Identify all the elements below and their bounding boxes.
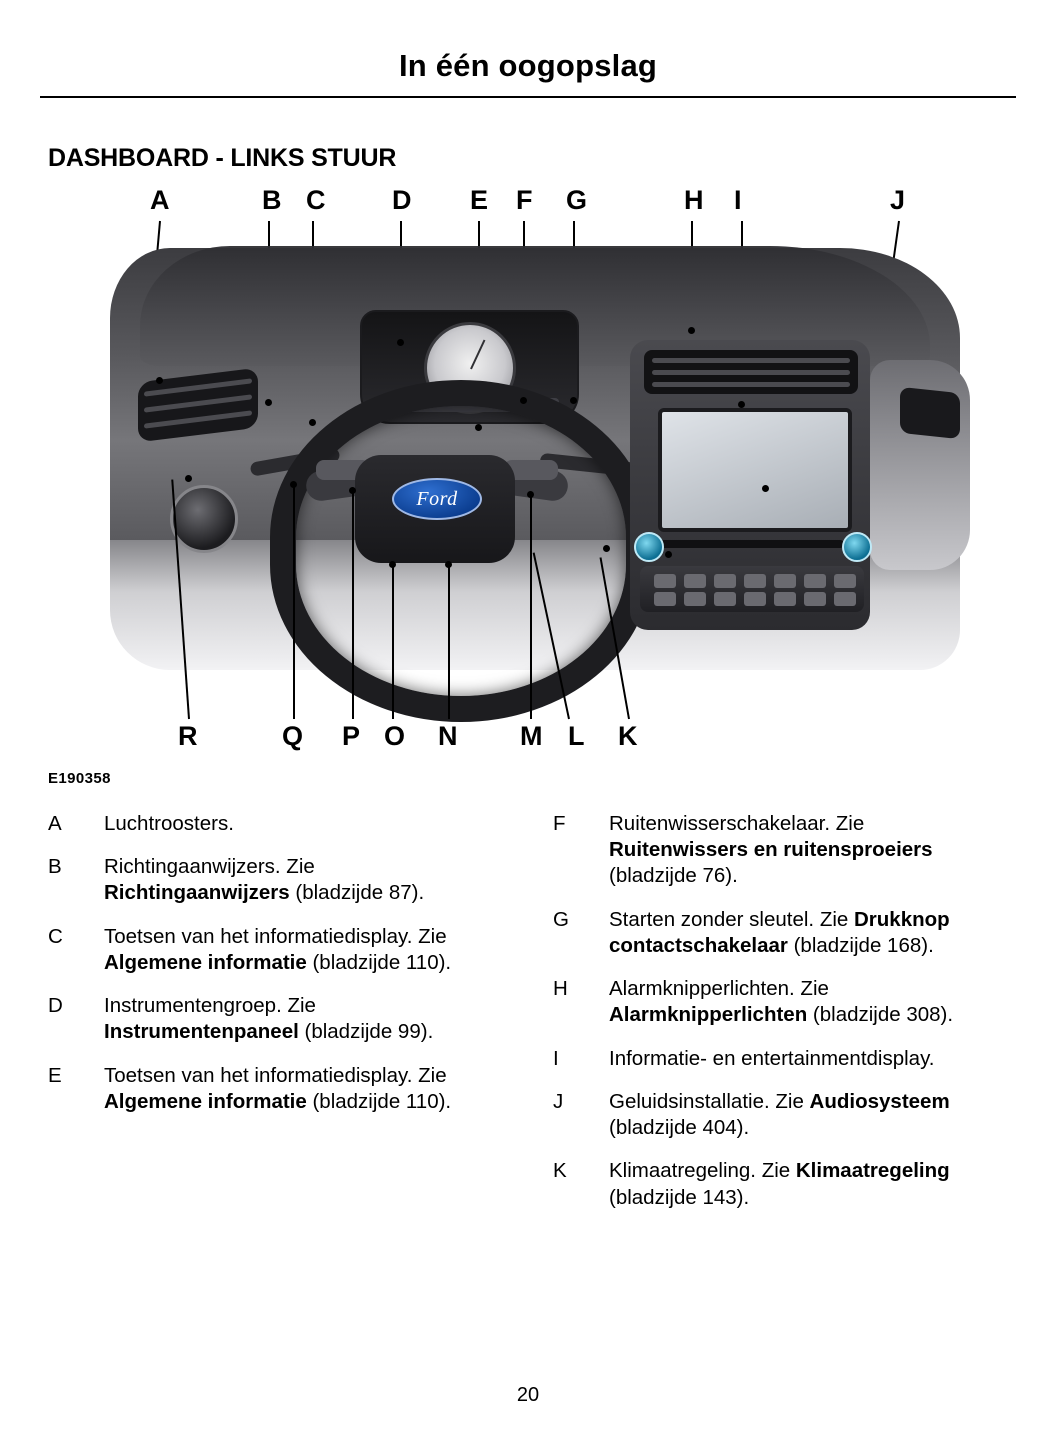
leader-dot-o (389, 561, 396, 568)
legend-item-text (609, 1089, 1008, 1141)
legend-item-letter: D (48, 994, 63, 1018)
legend-item-text (104, 924, 503, 976)
legend-item (553, 1158, 1008, 1210)
callout-label-n: N (438, 721, 458, 751)
legend-reference-title: Alarmknipperlichten (609, 1003, 808, 1027)
legend-item (553, 1089, 1008, 1141)
dashboard-illustration (110, 240, 960, 670)
leader-dot-n (445, 561, 452, 568)
legend-text-fragment: Richtingaanwijzers. Zie (104, 855, 315, 879)
legend-text-fragment: Geluidsinstallatie. Zie (609, 1089, 810, 1113)
callout-label-b: B (262, 185, 282, 215)
legend-item-letter: H (553, 977, 568, 1001)
page-number: 20 (516, 1384, 540, 1406)
legend-item (48, 811, 503, 837)
legend-reference-title: Algemene informatie (104, 1089, 307, 1113)
legend-item (553, 811, 1008, 890)
center-air-vents (644, 350, 858, 394)
leader-dot-j (762, 485, 769, 492)
callout-label-i: I (734, 185, 742, 215)
leader-dot-b (265, 399, 272, 406)
leader-dot-g (570, 397, 577, 404)
callout-label-j: J (890, 185, 906, 215)
legend-text-fragment: Toetsen van het informatiedisplay. Zie (104, 924, 447, 948)
legend-reference-title: Instrumentenpaneel (104, 1020, 299, 1044)
legend-item (48, 1063, 503, 1115)
callout-label-a: A (150, 185, 170, 215)
page-title: In één oogopslag (398, 48, 658, 83)
leader-dot-e (475, 424, 482, 431)
section-heading: DASHBOARD - LINKS STUUR (48, 144, 397, 172)
leader-m (530, 495, 532, 719)
legend-item-letter: J (553, 1089, 564, 1113)
legend-item-letter: C (48, 924, 63, 948)
legend-item-text (104, 811, 503, 837)
legend-reference-title: Richtingaanwijzers (104, 881, 290, 905)
legend-text-fragment: Ruitenwisserschakelaar. Zie (609, 812, 865, 835)
callout-label-l: L (568, 721, 585, 751)
leader-n (448, 565, 450, 719)
legend-item-letter: I (553, 1046, 559, 1070)
legend-column-right (553, 811, 1008, 1228)
legend-item (553, 976, 1008, 1028)
leader-dot-h (688, 327, 695, 334)
legend-reference-title: Algemene informatie (104, 950, 307, 974)
legend-item-text (104, 854, 503, 906)
legend-text-fragment: (bladzijde 110). (306, 1089, 452, 1113)
callout-label-o: O (384, 721, 406, 751)
legend-item (48, 924, 503, 976)
leader-o (392, 565, 394, 719)
legend-reference-title: Audiosysteem (809, 1089, 950, 1113)
legend-text-fragment: Starten zonder sleutel. Zie (609, 907, 854, 931)
legend-text-fragment: Instrumentengroep. Zie (104, 994, 316, 1018)
legend (40, 811, 1016, 1228)
callout-label-c: C (306, 185, 326, 215)
leader-dot-r (185, 475, 192, 482)
legend-item (553, 907, 1008, 959)
callout-label-p: P (342, 721, 361, 751)
legend-text-fragment: (bladzijde 308). (807, 1003, 954, 1027)
legend-item-letter: E (48, 1063, 62, 1087)
legend-item-text (104, 1063, 503, 1115)
callout-label-d: D (392, 185, 412, 215)
figure-code: E190358 (48, 770, 111, 787)
climate-control-panel (640, 566, 864, 612)
legend-item (553, 1046, 1008, 1072)
callout-label-q: Q (282, 721, 304, 751)
legend-text-fragment: Alarmknipperlichten. Zie (609, 977, 829, 1001)
legend-reference-title: Ruitenwissers en ruitensproeiers (609, 838, 933, 862)
legend-text-fragment: Toetsen van het informatiedisplay. Zie (104, 1063, 447, 1087)
legend-reference-title: Klimaatregeling (795, 1159, 950, 1183)
legend-text-fragment: Klimaatregeling. Zie (609, 1159, 796, 1183)
callout-label-e: E (470, 185, 489, 215)
legend-item-text (609, 976, 1008, 1028)
legend-text-fragment: (bladzijde 110). (306, 950, 452, 974)
legend-text-fragment: (bladzijde 404). (609, 1116, 750, 1140)
legend-text-fragment: (bladzijde 99). (298, 1020, 434, 1044)
leader-dot-d (397, 339, 404, 346)
legend-item-letter: G (553, 907, 569, 931)
leader-p (352, 491, 354, 719)
leader-dot-i (738, 401, 745, 408)
legend-item-text (609, 811, 1008, 890)
ford-logo: Ford (392, 478, 482, 520)
leader-dot-p (349, 487, 356, 494)
legend-reference-title: Drukknop contactschakelaar (609, 907, 950, 957)
leader-dot-q (290, 481, 297, 488)
infotainment-display (658, 408, 852, 532)
legend-item (48, 993, 503, 1045)
legend-item-letter: K (553, 1159, 567, 1183)
legend-text-fragment: (bladzijde 168). (787, 933, 934, 957)
leader-dot-a (156, 377, 163, 384)
header-divider (40, 96, 1016, 98)
cd-slot (658, 540, 844, 548)
legend-item (48, 854, 503, 906)
audio-volume-knob (634, 532, 664, 562)
audio-tune-knob (842, 532, 872, 562)
legend-text-fragment: (bladzijde 76). (609, 864, 738, 888)
legend-item-text (609, 1158, 1008, 1210)
legend-item-letter: F (553, 812, 566, 835)
legend-text-fragment: (bladzijde 143). (609, 1185, 750, 1209)
leader-dot-m (527, 491, 534, 498)
leader-dot-k (665, 551, 672, 558)
leader-dot-l (603, 545, 610, 552)
callout-label-r: R (178, 721, 198, 751)
legend-text-fragment: Luchtroosters. (104, 812, 234, 835)
legend-item-letter: B (48, 855, 62, 879)
legend-item-text (104, 993, 503, 1045)
legend-text-fragment: (bladzijde 87). (289, 881, 425, 905)
legend-item-letter: A (48, 812, 62, 835)
callout-label-g: G (566, 185, 588, 215)
callout-label-h: H (684, 185, 704, 215)
leader-q (293, 485, 295, 719)
air-vent-right (900, 387, 960, 439)
legend-item-text (609, 1046, 1008, 1072)
leader-dot-f (520, 397, 527, 404)
legend-item-text (609, 907, 1008, 959)
callout-label-m: M (520, 721, 543, 751)
legend-column-left (48, 811, 503, 1228)
callout-label-k: K (618, 721, 638, 751)
dashboard-figure (40, 185, 1020, 795)
leader-dot-c (309, 419, 316, 426)
callout-label-f: F (516, 185, 533, 215)
headlamp-control-knob (170, 485, 238, 553)
legend-text-fragment: Informatie- en entertainmentdisplay. (609, 1046, 935, 1070)
